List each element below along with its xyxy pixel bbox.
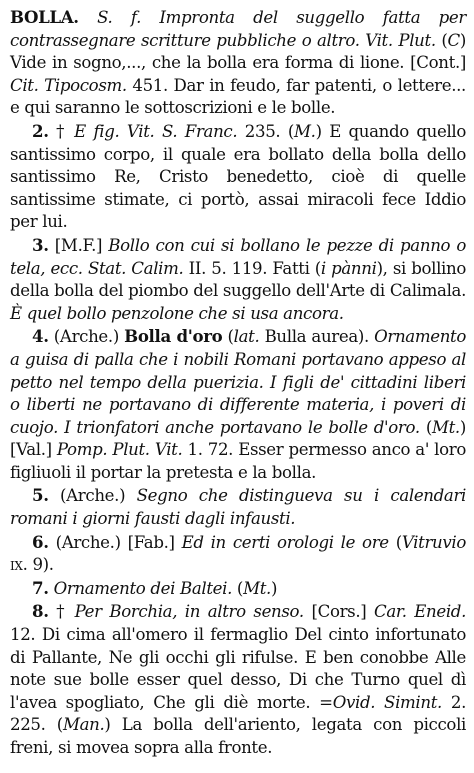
definition: Bollo con cui si bollano le pezze di panno o tela, ecc. Stat. Calim. [10,235,466,278]
text: ( [435,30,448,50]
sense-number: 3. [32,234,49,255]
definition: Per Borchia, in altro senso. [74,602,304,622]
sense-number: 4. [32,326,49,347]
sense-4 [10,325,466,484]
note: È quel bollo penzolone che si usa ancora. [10,303,344,323]
quotation: 5. 119. Fatti ( [206,258,321,278]
text: [Cors.] [303,602,375,622]
gloss: i pànni [320,258,377,278]
text: 2. 225. ( [10,692,466,735]
text: ( [222,327,234,347]
text: 9). [27,555,54,575]
text: [M.F.] [48,235,109,255]
text: (Arche.) [48,327,125,347]
definition: Ornamento a guisa di palla che i nobili Romani portavano appeso al petto nel tempo della puerizia. I figli de' cittadini liberi o liberti ne portavano di differente materia, i poveri di cuojo. I trionfatori anche portavano le bolle d'oro. [10,327,466,437]
text: ) [270,578,278,598]
citation-source: Ovid. Simint. [332,692,442,712]
sense-3 [10,234,466,325]
text: † [48,121,75,141]
citation-source: Car. Eneid. [374,602,466,622]
text: † [48,602,75,622]
sense-number: 7. [32,577,49,598]
sense-2 [10,120,466,234]
quotation: ) Vide in sogno,..., che la bolla era forma di lione. [Cont.] [10,30,466,73]
sense-8 [10,600,466,759]
quotation: ), si bollino della bolla del piombo del suggello dell'Arte di Calimala. [10,258,466,301]
sense-number: 5. [32,485,49,506]
sense-6 [10,531,466,577]
quotation: 12. Di cima all'omero il fermaglio Del cinto infortunato di Pallante, Ne gli occhi gli rifulse. E ben conobbe Alle note sue bolle esser quel desso, Di che Turno quel dì l'avea spogliato, Che gli diè morte. = [10,625,466,712]
sense-number: 6. [32,531,49,552]
subheadword: Bolla d'oro [124,326,223,347]
citation-marker: C [447,30,460,50]
definition: Ornamento dei Baltei. [53,578,232,598]
quotation: ) La bolla dell'ariento, legata con piccoli freni, si movea sopra alla fronte. [10,715,466,757]
citation-source: Pomp. Plut. Vit. [56,440,183,460]
sense-5 [10,484,466,530]
quotation: ) E quando quello santissimo corpo, il quale era bollato della bolla dello santissimo Re, Cristo benedetto, cioè di quelle santissime stimate, ci portò, assai miracoli fece Iddio per lui. [10,121,467,232]
sense-number: 8. [32,601,49,622]
text [79,8,97,27]
citation-source: E fig. Vit. S. Franc. [74,121,238,141]
citation-marker: Man. [62,715,105,735]
quotation: 451. Dar in feudo, far patenti, o lettere... e qui saranno le sottoscrizioni e le bolle. [10,75,466,118]
sense-7 [10,577,466,601]
entry-bolla-definition [10,6,466,120]
definition: Ed in certi orologi le ore [181,532,389,552]
citation-source: Cit. Tipocosm. [10,75,127,95]
citation-source: Vitruvio [401,532,466,552]
text: Bulla aurea). [259,327,375,347]
citation-marker: Mt. [243,578,271,598]
text: ( [232,578,244,598]
roman-numeral: II. [188,258,207,278]
language-tag: lat. [233,327,260,347]
sense-number: 2. [32,120,49,141]
grammar-and-definition: S. f. Impronta del suggello fatta per contrassegnare scritture pubbliche o altro. Vit. Plut. [10,8,466,50]
text: ) [Val.] [10,417,466,460]
text: (Arche.) [Fab.] [48,532,182,552]
citation-marker: Mt. [431,417,460,437]
headword: BOLLA. [10,7,79,27]
quotation: 1. 72. Esser permesso anco a' loro figliuoli il portar la pretesta e la bolla. [10,440,466,482]
roman-numeral: ix. [10,555,28,575]
definition: Segno che distingueva su i calendari romani i giorni fausti dagli infausti. [10,486,466,529]
text: ( [388,532,402,552]
text: (Arche.) [48,486,137,506]
text: 235. ( [237,121,294,141]
citation-marker: M. [293,121,316,141]
text: ( [419,417,432,437]
